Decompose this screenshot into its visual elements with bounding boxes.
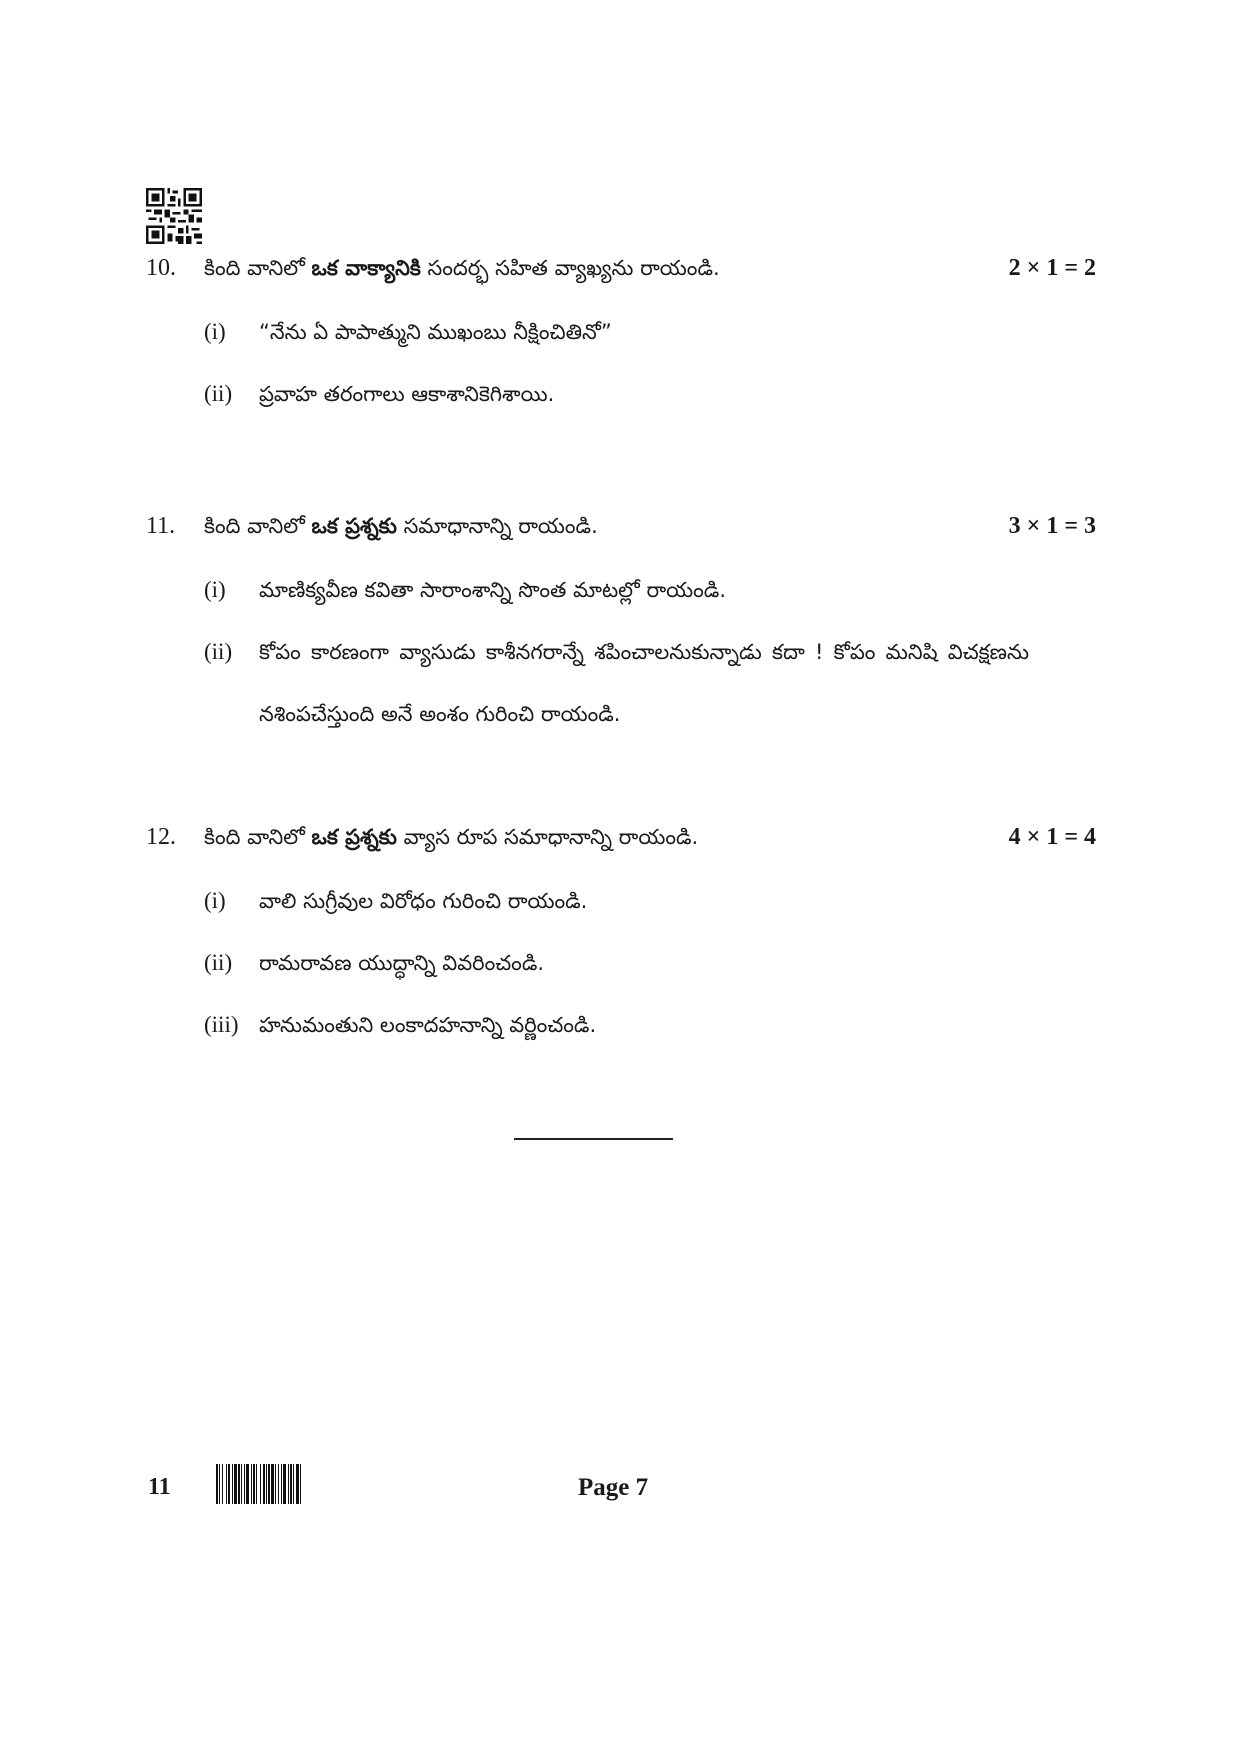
- option-item: [146, 1005, 1096, 1045]
- end-rule: [514, 1138, 673, 1140]
- option-number: (ii): [204, 950, 233, 975]
- question-10: [146, 248, 1096, 406]
- question-header: [146, 817, 1096, 857]
- instruction-text: కింది వానిలో: [204, 514, 312, 538]
- question-instruction: [204, 248, 720, 288]
- option-text: “నేను ఏ పాపాత్ముని ముఖంబు నీక్షించితినో”: [259, 320, 612, 344]
- question-number: 11.: [146, 513, 176, 539]
- option-item: [146, 570, 1096, 610]
- question-12: [146, 817, 1096, 1037]
- page-number: Page 7: [578, 1474, 649, 1501]
- option-text: ప్రవాహ తరంగాలు ఆకాశానికెగిశాయి.: [259, 382, 555, 406]
- question-instruction: [204, 817, 698, 857]
- option-number: (i): [204, 577, 226, 602]
- question-marks: 4 × 1 = 4: [1008, 824, 1096, 850]
- option-text: రామరావణ యుద్ధాన్ని వివరించండి.: [259, 951, 545, 975]
- option-text: కోపం కారణంగా వ్యాసుడు కాశీనగరాన్నే శపించాలనుకున్నాడు కదా ! కోపం మనిషి విచక్షణను నశింపచేస్తుంది అనే అంశం గురించి రాయండి.: [259, 640, 1029, 726]
- option-number: (iii): [204, 1012, 239, 1037]
- paper-code: 11: [148, 1474, 171, 1500]
- question-header: [146, 248, 1096, 288]
- question-number: 12.: [146, 824, 176, 850]
- option-item: [146, 374, 1096, 414]
- question-marks: 2 × 1 = 2: [1008, 255, 1096, 281]
- question-number: 10.: [146, 255, 176, 281]
- qr-code: [146, 188, 202, 244]
- barcode: [216, 1464, 374, 1504]
- option-number: (ii): [204, 381, 233, 406]
- instruction-text: కింది వానిలో: [204, 825, 312, 849]
- option-text: మాణిక్యవీణ కవితా సారాంశాన్ని సొంత మాటల్లో రాయండి.: [259, 578, 727, 602]
- instruction-emphasis: ఒక ప్రశ్నకు: [311, 825, 397, 849]
- option-item: [146, 943, 1096, 983]
- question-instruction: [204, 506, 598, 546]
- option-number: (i): [204, 888, 226, 913]
- instruction-emphasis: ఒక వాక్యానికి: [311, 256, 421, 280]
- instruction-text: సందర్భ సహిత వ్యాఖ్యను రాయండి.: [420, 256, 720, 280]
- instruction-text: వ్యాస రూప సమాధానాన్ని రాయండి.: [396, 825, 699, 849]
- question-11: [146, 506, 1096, 726]
- option-item: [146, 312, 1096, 352]
- question-header: [146, 506, 1096, 546]
- instruction-text: సమాధానాన్ని రాయండి.: [396, 514, 598, 538]
- instruction-text: కింది వానిలో: [204, 256, 312, 280]
- option-text: హనుమంతుని లంకాదహనాన్ని వర్ణించండి.: [259, 1013, 597, 1037]
- option-number: (i): [204, 319, 226, 344]
- option-item: [146, 881, 1096, 921]
- instruction-emphasis: ఒక ప్రశ్నకు: [311, 514, 397, 538]
- option-number: (ii): [204, 639, 233, 664]
- question-marks: 3 × 1 = 3: [1008, 513, 1096, 539]
- option-text: వాలి సుగ్రీవుల విరోధం గురించి రాయండి.: [259, 889, 588, 913]
- option-item: [146, 632, 1096, 732]
